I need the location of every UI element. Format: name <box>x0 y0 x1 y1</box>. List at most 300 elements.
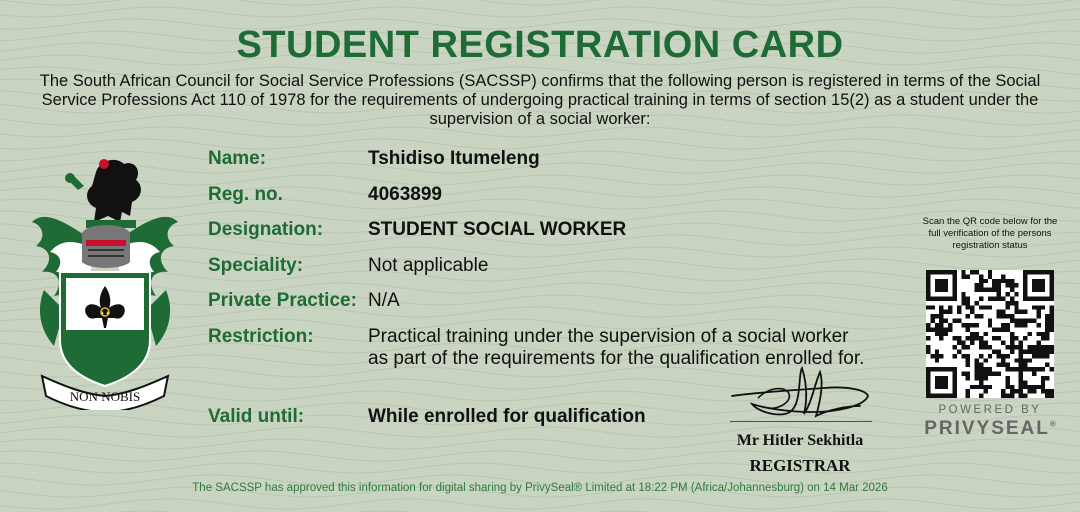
qr-module <box>1032 319 1036 323</box>
qr-module <box>939 314 943 318</box>
qr-module <box>997 296 1001 300</box>
qr-module <box>966 363 970 367</box>
qr-module <box>930 305 934 309</box>
qr-module <box>1001 394 1005 398</box>
qr-module <box>935 332 939 336</box>
qr-module <box>979 345 983 349</box>
qr-module <box>1032 385 1036 389</box>
qr-module <box>997 288 1001 292</box>
qr-module <box>926 349 930 353</box>
qr-module <box>1041 385 1045 389</box>
qr-module <box>1028 319 1032 323</box>
qr-finder-core <box>935 279 948 292</box>
qr-module <box>948 327 952 331</box>
qr-module <box>979 274 983 278</box>
qr-module <box>926 336 930 340</box>
qr-module <box>997 279 1001 283</box>
qr-module <box>988 274 992 278</box>
qr-module <box>1032 349 1036 353</box>
qr-module <box>952 319 956 323</box>
qr-module <box>952 345 956 349</box>
registrar-name: Mr Hitler Sekhitla <box>736 432 864 449</box>
qr-module <box>1028 345 1032 349</box>
qr-module <box>1019 372 1023 376</box>
qr-module <box>1032 367 1036 371</box>
qr-module <box>961 274 965 278</box>
qr-module <box>961 372 965 376</box>
privyseal-logo <box>918 418 1062 440</box>
qr-module <box>1041 345 1045 349</box>
qr-module <box>1041 305 1045 309</box>
qr-module <box>1010 349 1014 353</box>
qr-module <box>1005 301 1009 305</box>
qr-module <box>1005 292 1009 296</box>
qr-module <box>970 310 974 314</box>
qr-module <box>939 354 943 358</box>
qr-module <box>948 323 952 327</box>
qr-module <box>1005 305 1009 309</box>
qr-module <box>979 394 983 398</box>
qr-module <box>988 288 992 292</box>
qr-module <box>1010 385 1014 389</box>
qr-module <box>1036 385 1040 389</box>
qr-module <box>966 336 970 340</box>
qr-module <box>952 354 956 358</box>
qr-module <box>1014 345 1018 349</box>
qr-module <box>997 363 1001 367</box>
qr-module <box>1036 310 1040 314</box>
qr-module <box>997 292 1001 296</box>
qr-module <box>1019 354 1023 358</box>
qr-module <box>1005 283 1009 287</box>
qr-module <box>988 319 992 323</box>
qr-module <box>1010 279 1014 283</box>
qr-module <box>1032 305 1036 309</box>
qr-module <box>975 323 979 327</box>
qr-module <box>1001 310 1005 314</box>
qr-module <box>983 385 987 389</box>
qr-module <box>1005 376 1009 380</box>
registered-mark: ® <box>1049 419 1056 429</box>
name-label: Name: <box>208 148 267 169</box>
qr-module <box>1050 389 1054 393</box>
qr-module <box>1023 323 1027 327</box>
qr-module <box>988 372 992 376</box>
qr-module <box>1014 305 1018 309</box>
qr-instruction: Scan the QR code below for the full verification of the persons registration status <box>922 216 1058 251</box>
qr-module <box>1041 376 1045 380</box>
qr-module <box>1023 394 1027 398</box>
restriction-line-1: Practical training under the supervision of a social worker <box>368 326 849 347</box>
designation-label: Designation: <box>208 219 324 240</box>
qr-module <box>1041 349 1045 353</box>
qr-module <box>983 367 987 371</box>
qr-module <box>1019 385 1023 389</box>
qr-module <box>935 354 939 358</box>
qr-module <box>1050 327 1054 331</box>
qr-module <box>979 305 983 309</box>
qr-module <box>1041 367 1045 371</box>
qr-module <box>1050 305 1054 309</box>
qr-module <box>966 372 970 376</box>
qr-module <box>970 323 974 327</box>
qr-module <box>957 310 961 314</box>
qr-module <box>975 270 979 274</box>
qr-module <box>961 296 965 300</box>
qr-module <box>1010 319 1014 323</box>
qr-module <box>1041 380 1045 384</box>
qr-module <box>1036 332 1040 336</box>
qr-module <box>1019 349 1023 353</box>
qr-module <box>1045 323 1049 327</box>
qr-module <box>1001 274 1005 278</box>
qr-module <box>1050 323 1054 327</box>
qr-module <box>1019 358 1023 362</box>
qr-module <box>975 288 979 292</box>
qr-module <box>1010 288 1014 292</box>
qr-module <box>1023 319 1027 323</box>
qr-module <box>997 314 1001 318</box>
qr-module <box>997 349 1001 353</box>
qr-module <box>966 354 970 358</box>
qr-module <box>1005 363 1009 367</box>
qr-module <box>979 314 983 318</box>
qr-module <box>975 358 979 362</box>
qr-module <box>939 305 943 309</box>
qr-module <box>961 270 965 274</box>
designation-value: STUDENT SOCIAL WORKER <box>368 219 627 240</box>
reg-value: 4063899 <box>368 184 442 205</box>
crest-motto: NON NOBIS <box>69 389 141 404</box>
qr-module <box>1005 323 1009 327</box>
qr-module <box>1036 323 1040 327</box>
qr-module <box>983 345 987 349</box>
qr-code-icon[interactable] <box>926 270 1054 398</box>
qr-module <box>939 332 943 336</box>
qr-module <box>1010 332 1014 336</box>
qr-module <box>1001 327 1005 331</box>
qr-module <box>979 354 983 358</box>
qr-module <box>926 327 930 331</box>
qr-module <box>1019 380 1023 384</box>
qr-module <box>935 349 939 353</box>
qr-module <box>992 372 996 376</box>
qr-module <box>979 283 983 287</box>
qr-module <box>979 380 983 384</box>
qr-module <box>961 323 965 327</box>
qr-module <box>983 288 987 292</box>
qr-module <box>1032 354 1036 358</box>
guilloche-line <box>0 451 1080 461</box>
qr-module <box>975 367 979 371</box>
qr-module <box>1001 358 1005 362</box>
qr-module <box>979 372 983 376</box>
qr-module <box>1019 310 1023 314</box>
qr-module <box>1045 345 1049 349</box>
qr-module <box>983 376 987 380</box>
qr-module <box>944 319 948 323</box>
qr-module <box>1005 385 1009 389</box>
qr-module <box>1014 358 1018 362</box>
qr-module <box>997 310 1001 314</box>
privyseal-wordmark: PRIVYSEAL <box>924 418 1050 439</box>
reg-label: Reg. no. <box>208 184 283 205</box>
qr-module <box>1041 332 1045 336</box>
qr-module <box>997 372 1001 376</box>
qr-module <box>1023 358 1027 362</box>
qr-module <box>1005 394 1009 398</box>
qr-module <box>1005 279 1009 283</box>
restriction-label: Restriction: <box>208 326 314 347</box>
qr-module <box>975 332 979 336</box>
qr-module <box>935 358 939 362</box>
qr-module <box>939 323 943 327</box>
qr-module <box>1001 323 1005 327</box>
qr-module <box>966 327 970 331</box>
qr-module <box>979 363 983 367</box>
qr-module <box>1028 358 1032 362</box>
qr-module <box>1023 367 1027 371</box>
qr-module <box>1014 301 1018 305</box>
qr-module <box>944 310 948 314</box>
powered-by-label: POWERED BY <box>938 404 1042 416</box>
valid-until-label: Valid until: <box>208 406 305 427</box>
qr-module <box>1045 319 1049 323</box>
qr-module <box>983 332 987 336</box>
qr-module <box>948 305 952 309</box>
qr-module <box>1001 363 1005 367</box>
qr-module <box>930 327 934 331</box>
qr-module <box>1032 389 1036 393</box>
qr-module <box>966 274 970 278</box>
qr-module <box>926 323 930 327</box>
qr-module <box>979 336 983 340</box>
qr-module <box>1028 349 1032 353</box>
qr-module <box>975 283 979 287</box>
qr-module <box>1019 323 1023 327</box>
qr-module <box>1001 296 1005 300</box>
qr-module <box>1010 394 1014 398</box>
qr-module <box>1014 367 1018 371</box>
qr-module <box>966 323 970 327</box>
private-practice-value: N/A <box>368 290 400 311</box>
qr-module <box>1005 354 1009 358</box>
qr-module <box>970 305 974 309</box>
qr-module <box>1019 345 1023 349</box>
qr-module <box>997 354 1001 358</box>
qr-module <box>961 301 965 305</box>
qr-module <box>1010 389 1014 393</box>
qr-module <box>966 301 970 305</box>
qr-module <box>1050 345 1054 349</box>
qr-module <box>975 385 979 389</box>
qr-module <box>1045 363 1049 367</box>
qr-module <box>1045 336 1049 340</box>
name-value: Tshidiso Itumeleng <box>368 148 540 169</box>
qr-module <box>970 336 974 340</box>
qr-module <box>988 270 992 274</box>
qr-module <box>988 305 992 309</box>
qr-module <box>966 394 970 398</box>
registrar-signature <box>728 362 874 426</box>
qr-module <box>957 336 961 340</box>
qr-module <box>1045 394 1049 398</box>
qr-module <box>1045 332 1049 336</box>
qr-module <box>1023 380 1027 384</box>
qr-module <box>961 354 965 358</box>
qr-module <box>992 283 996 287</box>
qr-module <box>983 305 987 309</box>
qr-module <box>1050 314 1054 318</box>
qr-module <box>988 323 992 327</box>
qr-module <box>979 296 983 300</box>
qr-module <box>957 305 961 309</box>
signature-line <box>730 421 872 422</box>
qr-module <box>1050 319 1054 323</box>
restriction-line-2: as part of the requirements for the qualification enrolled for. <box>368 348 865 369</box>
registrar-title: REGISTRAR <box>749 456 851 475</box>
qr-module <box>1001 354 1005 358</box>
qr-module <box>992 349 996 353</box>
qr-module <box>926 305 930 309</box>
qr-module <box>966 376 970 380</box>
qr-module <box>966 358 970 362</box>
qr-module <box>992 288 996 292</box>
qr-module <box>1032 372 1036 376</box>
qr-module <box>975 363 979 367</box>
qr-module <box>970 341 974 345</box>
qr-module <box>952 336 956 340</box>
qr-module <box>1036 305 1040 309</box>
qr-module <box>1036 341 1040 345</box>
qr-module <box>1005 380 1009 384</box>
qr-module <box>939 327 943 331</box>
qr-module <box>975 376 979 380</box>
qr-module <box>935 314 939 318</box>
qr-module <box>1050 394 1054 398</box>
qr-module <box>1019 363 1023 367</box>
card-title: STUDENT REGISTRATION CARD <box>236 24 844 66</box>
guilloche-line <box>0 463 1080 473</box>
qr-module <box>935 323 939 327</box>
qr-module <box>983 389 987 393</box>
qr-module <box>1041 389 1045 393</box>
qr-module <box>961 345 965 349</box>
guilloche-line <box>0 7 1080 17</box>
intro-text: The South African Council for Social Service Professions (SACSSP) confirms that the following person is registered in terms of the Social Service Professions Act 110 of 1978 for the requirements of undergoing practical training in terms of section 15(2) as a student under the supervision of a social worker: <box>39 72 1041 128</box>
qr-module <box>1041 354 1045 358</box>
qr-module <box>1019 389 1023 393</box>
qr-module <box>926 345 930 349</box>
qr-module <box>1019 376 1023 380</box>
qr-module <box>1023 310 1027 314</box>
qr-module <box>1036 354 1040 358</box>
qr-module <box>939 310 943 314</box>
qr-module <box>1019 341 1023 345</box>
guilloche-line <box>0 499 1080 509</box>
qr-module <box>979 288 983 292</box>
qr-module <box>1050 310 1054 314</box>
qr-module <box>983 279 987 283</box>
guilloche-line <box>0 139 1080 149</box>
qr-module <box>1014 283 1018 287</box>
qr-module <box>1045 376 1049 380</box>
qr-module <box>957 349 961 353</box>
qr-module <box>1010 345 1014 349</box>
qr-module <box>1010 314 1014 318</box>
qr-module <box>1001 389 1005 393</box>
qr-module <box>1014 336 1018 340</box>
qr-module <box>966 345 970 349</box>
qr-module <box>957 319 961 323</box>
qr-module <box>1014 323 1018 327</box>
qr-module <box>1001 314 1005 318</box>
qr-module <box>939 336 943 340</box>
qr-module <box>1028 367 1032 371</box>
qr-module <box>975 336 979 340</box>
qr-module <box>1045 389 1049 393</box>
qr-module <box>1045 354 1049 358</box>
qr-module <box>979 376 983 380</box>
qr-module <box>979 367 983 371</box>
qr-module <box>930 354 934 358</box>
qr-module <box>1014 292 1018 296</box>
qr-module <box>988 367 992 371</box>
guilloche-line <box>0 0 1080 5</box>
qr-module <box>1041 336 1045 340</box>
qr-module <box>970 332 974 336</box>
qr-finder-core <box>935 376 948 389</box>
qr-module <box>944 327 948 331</box>
guilloche-line <box>0 439 1080 449</box>
qr-module <box>1036 314 1040 318</box>
qr-module <box>1010 367 1014 371</box>
qr-module <box>992 279 996 283</box>
qr-module <box>957 341 961 345</box>
qr-module <box>1005 327 1009 331</box>
qr-finder-core <box>1032 279 1045 292</box>
qr-module <box>966 305 970 309</box>
qr-module <box>979 385 983 389</box>
qr-module <box>935 327 939 331</box>
qr-module <box>948 310 952 314</box>
qr-module <box>992 336 996 340</box>
qr-module <box>1023 385 1027 389</box>
qr-module <box>1036 349 1040 353</box>
qr-module <box>1045 349 1049 353</box>
qr-module <box>983 341 987 345</box>
qr-module <box>1010 341 1014 345</box>
qr-module <box>997 327 1001 331</box>
qr-module <box>1005 345 1009 349</box>
qr-module <box>1050 367 1054 371</box>
qr-module <box>1005 314 1009 318</box>
qr-module <box>1045 314 1049 318</box>
qr-module <box>1010 301 1014 305</box>
qr-module <box>1010 283 1014 287</box>
qr-module <box>966 389 970 393</box>
qr-module <box>1036 367 1040 371</box>
qr-module <box>997 283 1001 287</box>
qr-module <box>1023 363 1027 367</box>
qr-module <box>970 270 974 274</box>
qr-module <box>966 296 970 300</box>
qr-module <box>988 345 992 349</box>
qr-module <box>970 385 974 389</box>
qr-module <box>1028 385 1032 389</box>
qr-module <box>975 314 979 318</box>
qr-module <box>983 358 987 362</box>
